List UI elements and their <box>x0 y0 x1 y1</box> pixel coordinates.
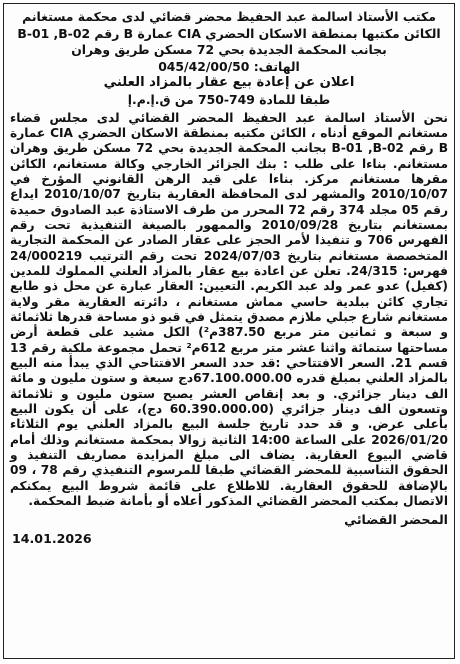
notice-footer <box>10 511 448 547</box>
notice-date: 14.01.2026 <box>12 530 92 546</box>
office-name: مكتب الأستاذ اسالمة عبد الحفيظ محضر قضائي لدى محكمة مستغانم <box>22 9 436 24</box>
legal-basis: طبقا للمادة 749-750 من ق.إ.م.إ <box>127 91 331 107</box>
notice-header <box>10 9 448 109</box>
legal-notice <box>3 3 455 659</box>
signature-label: المحضر القضائي <box>344 511 448 527</box>
office-location: بجانب المحكمة الجديدة بحي 72 مسكن طريق وهران <box>71 42 387 58</box>
phone-label: الهاتف: <box>253 58 300 74</box>
office-address: الكائن مكتبها بمنطقة الاسكان الحضري CIA عمارة B رقم B-01 ,B-02 <box>17 25 441 41</box>
notice-text: نحن الأستاذ اسالمة عبد الحفيظ المحضر القضائي لدى مجلس قضاء مستغانم الموقع أدناه ، الكائن مكتبه بمنطقة الاسكان الحضري CIA عمارة B رقم B-01 ,B-02 بجانب المحكمة الجديدة بحي 72 مسكن طريق وهران مستغانم. بناءا على طلب : بنك الجزائر الخارجي وكالة مستغانم، الكائن مقرها مستغانم مركز. بناءا على قيد الرهن القانوني المؤرخ في 2010/10/07 والمشهر لدى المحافظة العقارية بتاريخ 2010/10/07 ايداع رقم 05 مجلد 374 رقم 72 المحرر من طرف الاستاذة عبد الصادوق حميدة بمستغانم بتاريخ 2010/09/28 والممهور بالصيغة التنفيذية تحت رقم الفهرس 706 و تنفيذا لأمر الحجز على عقار الصادر عن المحكمة التجارية المتخصصة مستغانم بتاريخ 2024/07/03 تحت رقم الترتيب 24/000219 فهرس: 24/315. تعلن عن اعادة بيع عقار بالمزاد العلني المملوك للمدين (كفيل) عدو عمر ولد عبد الكريم. التعيين: العقار عبارة عن محل ذو طابع تجاري كائن ببلدية حاسي مماش مستغانم ، دائرته العقارية مقر ولاية مستغانم شارع جبلي ملازم مصدق يتمثل في قبو ذو مساحة قدرها ثلاثمائة و سبعة و ثمانين متر مربع 387.50م²) الكل مشيد على قطعة أرض مساحتها ستمائة واثنا عشر متر مربع 612م² تحمل مجموعة ملكية رقم 13 قسم 21. السعر الافتتاحي :قد حدد السعر الافتتاحي الذي يبدأ منه البيع بالمزاد العلني بمبلغ قدره 67.100.000.00دج سبعة و ستون مليون و مائة الف دينار جزائري. و بعد إنقاص العشر يصبح ستون مليون و ثلاثمائة وتسعون الف دينار جزائري (60.390.000.00 دج)، على أن يكون البيع بأعلى عرض. و قد حدد تاريخ جلسة البيع بالمزاد العلني يوم الثلاثاء 2026/01/20 على الساعة 14:00 الثانية زوالا بمحكمة مستغانم وذلك أمام قاضي البيوع العقارية. يضاف الى مبلغ المزايدة مصاريف التنفيذ و الحقوق التناسبية للمحضر القضائي طبقا للمرسوم التنفيذي رقم 78 ، 09 بالإضافة للحقوق العقارية. للاطلاع على قائمة شروط البيع يمكنكم الاتصال بمكتب المحضر القضائي المذكور أعلاه أو بأمانة ضبط المحكمة. <box>10 110 449 509</box>
notice-body <box>10 111 448 510</box>
notice-title: اعلان عن إعادة بيع عقار بالمزاد العلني <box>103 75 355 91</box>
office-phone <box>10 59 448 76</box>
phone-number: 045/42/00/50 <box>158 58 250 74</box>
